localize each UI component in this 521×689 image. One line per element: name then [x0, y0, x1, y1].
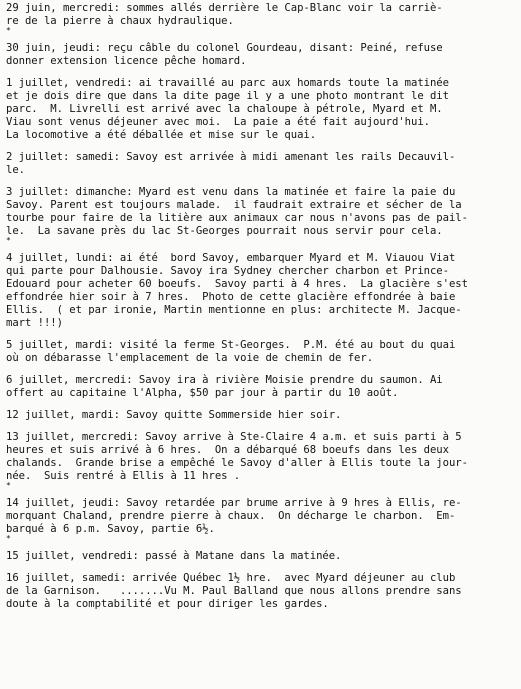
entry-line: tourbe pour faire de la litière aux animaux car nous n'avons pas de pail-	[6, 212, 468, 224]
entry-13-juillet	[6, 431, 515, 489]
entry-line: 4 juillet, lundi: ai été bord Savoy, embarquer Myard et M. Viauou Viat	[6, 252, 456, 264]
entry-2-juillet	[6, 151, 515, 177]
entry-line: 6 juillet, mercredi: Savoy ira à rivière Moisie prendre du saumon. Ai	[6, 374, 443, 386]
entry-line: le. La savane près du lac St-Georges pourrait nous servir pour cela.	[6, 225, 443, 237]
entry-line: Edouard pour acheter 60 boeufs. Savoy parti à 4 hres. La glacière s'est	[6, 278, 468, 290]
entry-line: chalands. Grande brise a empêché le Savoy d'aller à Ellis toute la jour-	[6, 457, 468, 469]
entry-line: 3 juillet: dimanche: Myard est venu dans la matinée et faire la paie du	[6, 186, 456, 198]
entry-line: Viau sont venus déjeuner avec moi. La paie a été fait aujourd'hui.	[6, 116, 430, 128]
entry-line: heures et suis arrivé à 6 hres. On a débarqué 68 boeufs dans les deux	[6, 444, 449, 456]
entry-line: donner extension licence pêche homard.	[6, 55, 247, 67]
entry-line: 5 juillet, mardi: visité la ferme St-Georges. P.M. été au bout du quai	[6, 339, 456, 351]
entry-line: 14 juillet, jeudi: Savoy retardée par brume arrive à 9 hres à Ellis, re-	[6, 497, 462, 509]
entry-line: née. Suis rentré à Ellis à 11 hres .	[6, 470, 241, 482]
entry-line: qui parte pour Dalhousie. Savoy ira Sydney chercher charbon et Prince-	[6, 265, 449, 277]
entry-bullet: *	[6, 534, 11, 543]
entry-29-juin	[6, 2, 515, 34]
entry-line: barqué à 6 p.m. Savoy, partie 6½.	[6, 523, 215, 535]
entry-line: parc. M. Livrelli est arrivé avec la chaloupe à pétrole, Myard et M.	[6, 103, 443, 115]
entry-line: 16 juillet, samedi: arrivée Québec 1½ hre. avec Myard déjeuner au club	[6, 572, 456, 584]
entry-line: morquant Chaland, prendre pierre à chaux. On décharge le charbon. Em-	[6, 510, 456, 522]
entry-16-juillet	[6, 572, 515, 611]
entry-line: où on débarasse l'emplacement de la voie de chemin de fer.	[6, 352, 374, 364]
entry-line: 29 juin, mercredi: sommes allés derrière le Cap-Blanc voir la carriè-	[6, 2, 443, 14]
entry-line: 12 juillet, mardi: Savoy quitte Sommerside hier soir.	[6, 409, 342, 421]
entry-bullet: *	[6, 481, 11, 490]
entry-line: offert au capitaine l'Alpha, $50 par jour à partir du 10 août.	[6, 387, 399, 399]
entry-30-juin	[6, 42, 515, 68]
entry-line: 13 juillet, mercredi: Savoy arrive à Ste-Claire 4 a.m. et suis parti à 5	[6, 431, 462, 443]
entry-line: 2 juillet: samedi: Savoy est arrivée à midi amenant les rails Decauvil-	[6, 151, 456, 163]
entry-12-juillet	[6, 409, 515, 422]
entry-line: et je dois dire que dans la dite page il y a une photo montrant le dit	[6, 90, 449, 102]
entry-line: effondrée hier soir à 7 hres. Photo de cette glacière effondrée à baie	[6, 291, 456, 303]
entry-bullet: *	[6, 236, 11, 245]
entry-4-juillet	[6, 252, 515, 330]
entry-5-juillet	[6, 339, 515, 365]
entry-line: doute à la comptabilité et pour diriger les gardes.	[6, 598, 329, 610]
entry-15-juillet	[6, 550, 515, 563]
entry-bullet: *	[6, 26, 11, 35]
entry-line: de la Garnison. .......Vu M. Paul Balland que nous allons prendre sans	[6, 585, 462, 597]
entry-3-juillet	[6, 186, 515, 244]
entry-line: mart !!!)	[6, 317, 63, 329]
entry-line: Savoy. Parent est toujours malade. il faudrait extraire et sécher de la	[6, 199, 462, 211]
entry-6-juillet	[6, 374, 515, 400]
entry-line: 15 juillet, vendredi: passé à Matane dans la matinée.	[6, 550, 342, 562]
entry-line: 1 juillet, vendredi: ai travaillé au parc aux homards toute la matinée	[6, 77, 449, 89]
entry-line: 30 juin, jeudi: reçu câble du colonel Gourdeau, disant: Peiné, refuse	[6, 42, 443, 54]
entry-line: La locomotive a été déballée et mise sur le quai.	[6, 129, 317, 141]
entry-14-juillet	[6, 497, 515, 542]
entry-line: le.	[6, 164, 25, 176]
entry-line: re de la pierre à chaux hydraulique.	[6, 15, 234, 27]
entry-line: Ellis. ( et par ironie, Martin mentionne en plus: architecte M. Jacque-	[6, 304, 462, 316]
entry-1-juillet	[6, 77, 515, 142]
